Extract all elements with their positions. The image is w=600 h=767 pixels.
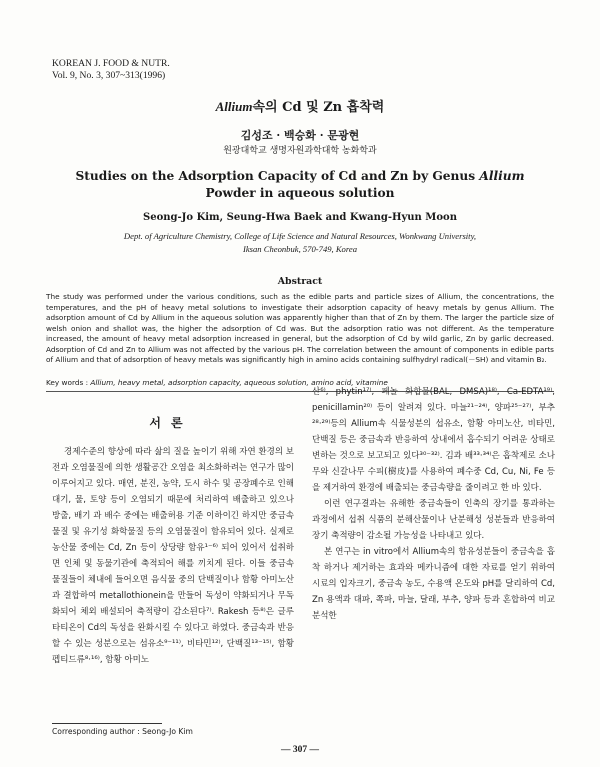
page-number: — 307 — [281,745,319,755]
abstract-heading: Abstract [277,276,323,287]
keywords-list: Allium, heavy metal, adsorption capacity, aqueous solution, amino acid, vitamine [90,378,388,387]
english-affiliation-line2: Iksan Cheonbuk, 570-749, Korea [242,244,357,254]
english-affiliation-line1: Dept. of Agriculture Chemistry, College of Life Science and Natural Resources, Wonkwang University, [123,231,477,241]
english-affiliation [0,230,600,256]
section-heading-introduction: 서론 [149,416,193,430]
keywords-label: Key words : [46,378,91,387]
corresponding-author-footnote: Corresponding author : Seong-Jo Kim [52,727,193,736]
korean-authors: 김성조 · 백승화 · 문광현 [240,129,360,142]
right-paragraph: 본 연구는 in vitro에서 Allium속의 함유성분들이 중금속을 흡착 하거나 제거하는 효과와 메카니즘에 대한 자료를 얻기 위하여 시료의 입자크기, 중금속 농도, 수용액 온도와 pH를 달리하여 Cd, Zn 용액과 대파, 쪽파, 마늘, 달래, 부추, 양파 등과 혼합하여 비교 분석한 [312,547,555,621]
journal-citation [52,58,170,82]
right-paragraph: 이런 연구결과는 유해한 중금속들이 인축의 장기를 통과하는 과정에서 섭취 식품의 분해산물이나 난분해성 성분들과 반응하여 장기 축적량이 감소될 가능성을 나타내고 있다. [312,499,555,541]
right-column [312,384,555,624]
english-title-line2: Powder in aqueous solution [205,186,395,200]
english-title-line1: Studies on the Adsorption Capacity of Cd and Zn by Genus [75,169,480,183]
korean-title-genus: Allium [215,99,253,114]
english-title [0,168,600,202]
english-title-genus: Allium [479,169,525,183]
journal-name: KOREAN J. FOOD & NUTR. [52,58,170,69]
english-authors: Seong-Jo Kim, Seung-Hwa Baek and Kwang-Hyun Moon [143,212,457,223]
abstract-text: The study was performed under the various conditions, such as the edible parts and particle sizes of Allium, the concentrations, the temperatures, and the pH of heavy metal solutions to investigate their adsorption capacity of heavy metals by genus Allium. The adsorption amount of Cd by Allium in the aqueous solution was apparently higher than that of Zn by them. The larger the particle size of welsh onion and shallot was, the higher the adsorption of Cd was. But the adsorption ratio was not different. As the temperature increased, the amount of heavy metal adsorption increased in general, but the adsorption of Cd by wild garlic, Zn by garlic decreased. Adsorption of Cd and Zn to Allium was not affected by the various pH. The correlation between the amount of components in edible parts of Allium and that of adsorption of heavy metals was significantly high in amino acids containing sulfhydryl radical(－SH) and vitamin B₂. [46,292,554,364]
right-paragraph: 산⁶⁾, phytin¹⁷⁾, 페놀 화합물(BAL, DMSA)¹⁸⁾, Ca-EDTA¹⁹⁾, penicillamin²⁰⁾ 등이 알려져 있다. 마늘²¹⁻²⁴⁾, 양파²⁵⁻²⁷⁾, 부추²⁸·²⁹⁾등의 Allium속 식물성분의 섭유소, 함황 아미노산, 비타민, 단백질 등은 중금속과 반응하여 상내에서 흡수되기 어려운 상태로 변하는 것으로 보고되고 있다³⁰⁻³²⁾. 김과 배³³·³⁴⁾은 흡착제로 소나무와 신갈나무 수피(樹皮)를 사용하여 폐수중 Cd, Cu, Ni, Fe 등을 제거하여 환경에 배출되는 중금속량을 줄이려고 한 바 있다. [312,387,555,493]
journal-volume: Vol. 9, No. 3, 307~313(1996) [52,70,166,81]
korean-title-rest: 속의 Cd 및 Zn 흡착력 [252,100,385,115]
korean-title [0,96,600,115]
left-paragraph: 경제수준의 향상에 따라 삶의 질을 높이기 위해 자연 환경의 보전과 오염물질에 의한 생활공간 오염을 최소화하려는 연구가 많이 이루어지고 있다. 매연, 분진, 농약, 도시 하수 및 공장폐수로 인해 대기, 물, 토양 등이 오염되기 때문에 처리하여 배출하고 있으나 방출, 배기 과 배수 중에는 배출허용 기준 이하이긴 하지만 중금속 물질 및 유기성 화학물질 등의 오염물질이 함유되어 있다. 실제로 농산물 중에는 Cd, Zn 등이 상당량 함유¹⁻⁶⁾ 되어 있어서 섭취하면 인체 및 동물기관에 축적되어 해를 끼치게 된다. 이들 중금속 물질들이 체내에 들어오면 음식물 중의 단백질이나 함황 아미노산과 결합하여 metallothionein을 만들어 독성이 약화되거나 무독화되어 체외 배설되어 축적량이 감소된다⁷⁾. Rakesh 등⁸⁾은 글루타티온이 Cd의 독성을 완화시킬 수 있다고 하였다. 중금속과 반응할 수 있는 성분으로는 섬유소⁹⁻¹¹⁾, 비타민¹²⁾, 단백질¹³⁻¹⁵⁾, 함황 펩티드류⁸·¹⁶⁾, 함황 아미노 [52,447,294,665]
footnote-divider [52,723,162,724]
korean-affiliation: 원광대학교 생명자원과학대학 농화학과 [223,146,377,156]
left-column [52,444,294,668]
